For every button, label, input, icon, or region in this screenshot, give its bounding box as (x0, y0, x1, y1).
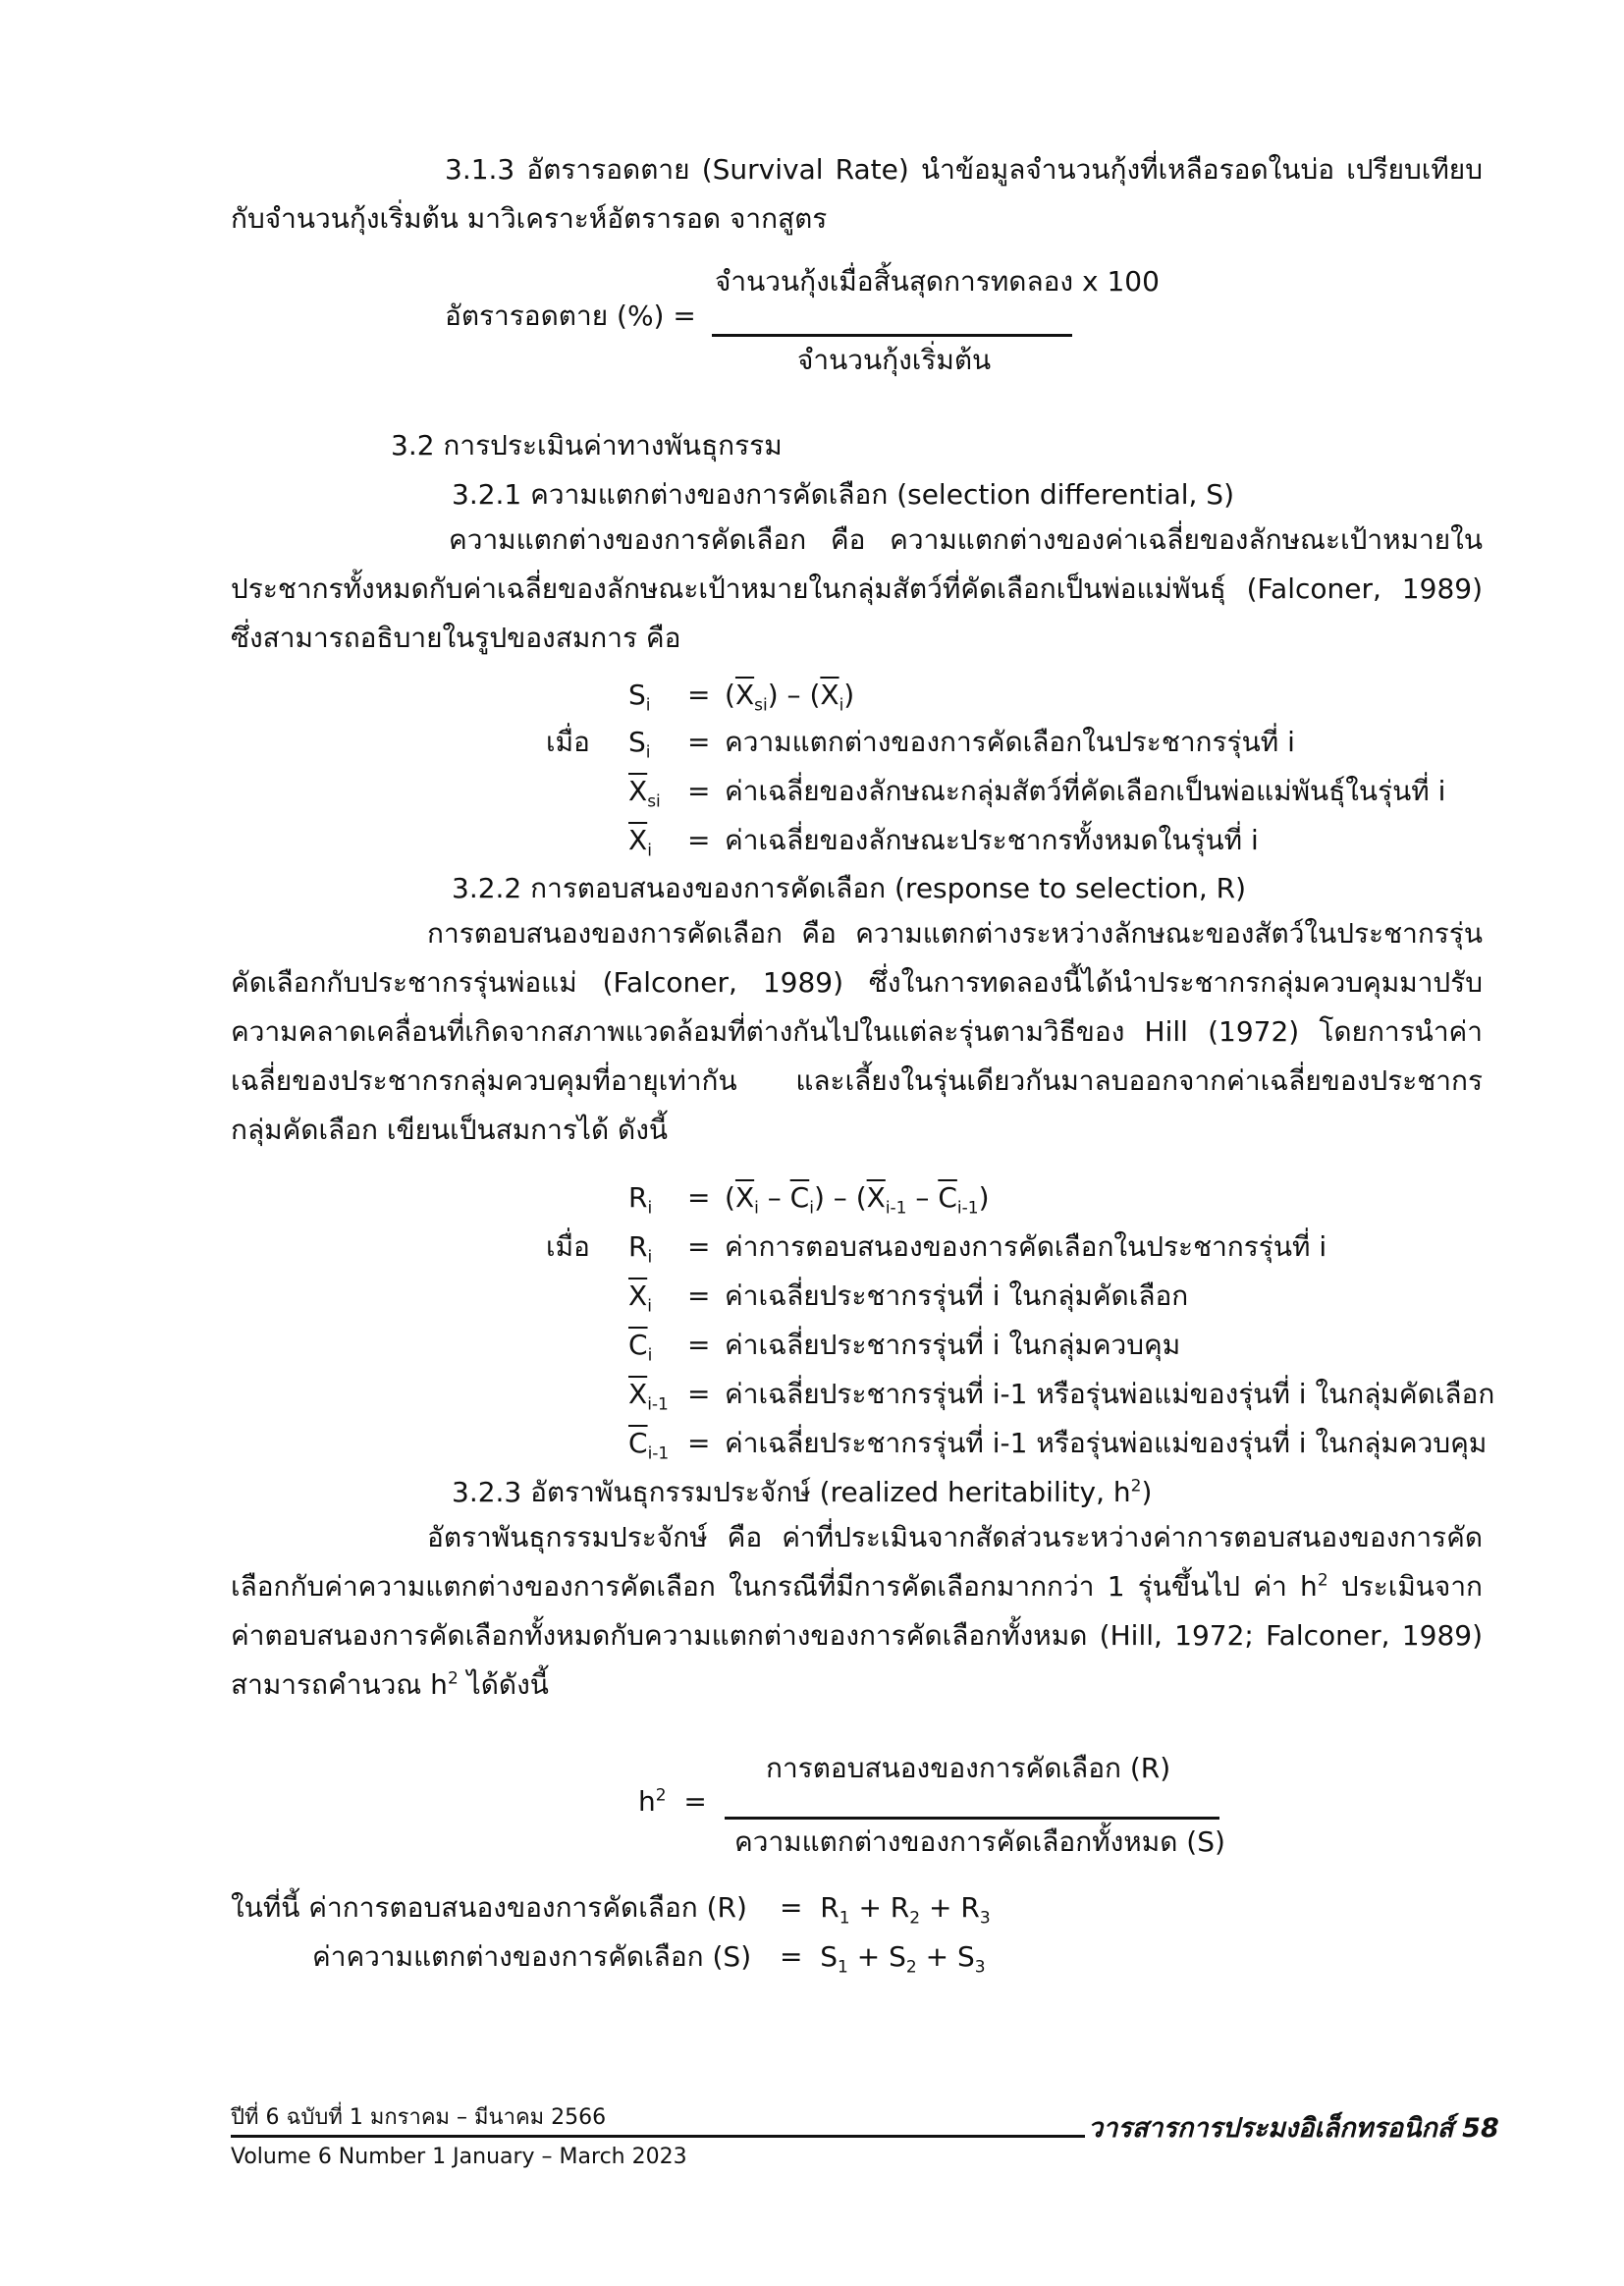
h2-formula-numerator: การตอบสนองของการคัดเลือก (R) (766, 1752, 1171, 1784)
def-xi1-equals: = (687, 1378, 711, 1410)
footer-thai-issue: ปีที่ 6 ฉบับที่ 1 มกราคม – มีนาคม 2566 (231, 2105, 607, 2130)
page-number: 58 (1462, 2113, 1499, 2144)
section-3-2-3-heading: 3.2.3 อัตราพันธุกรรมประจักษ์ (realized heritability, $h^2$) (452, 1476, 1153, 1508)
eq-ri-rhs: $(\overline{X}_i - \overline{C}_i) - (\overline{X}_{i-1} - \overline{C}_{i-1})$ (725, 1181, 990, 1219)
where-label-1: เมื่อ (546, 726, 590, 758)
section-3-2-2-heading: 3.2.2 การตอบสนองของการคัดเลือก (response to selection, R) (452, 872, 1247, 904)
selection-differential-paragraph: ความแตกต่างของการคัดเลือก คือ ความแตกต่างของค่าเฉลี่ยของลักษณะเป้าหมายในประชากรทั้งหมดกับค่าเฉลี่ยของลักษณะเป้าหมายในกลุ่มสัตว์ที่คัดเลือกเป็นพ่อแม่พันธุ์ (Falconer, 1989) ซึ่งสามารถอธิบายในรูปของสมการ คือ (231, 523, 1483, 654)
def-ri-equals: = (687, 1230, 711, 1263)
def-ci1-symbol: $\overline{C}_{i-1}$ (628, 1427, 670, 1464)
h2-formula-lhs: $h^2$ = (638, 1785, 707, 1818)
survival-fraction-bar (712, 334, 1072, 337)
survival-formula-lhs: อัตรารอดตาย (%) = (445, 299, 696, 332)
eq-si-rhs: $(\overline{X}_{si}) - (\overline{X}_i)$ (725, 679, 855, 716)
def-xi-sel-text: ค่าเฉลี่ยประชากรรุ่นที่ i ในกลุ่มคัดเลือก (725, 1279, 1189, 1312)
eq-ri-lhs: $R_i$ (628, 1181, 653, 1219)
def-xi1-text: ค่าเฉลี่ยประชากรรุ่นที่ i-1 หรือรุ่นพ่อแม่ของรุ่นที่ i ในกลุ่มคัดเลือก (725, 1378, 1495, 1410)
r-sum-equation: = $R_1 + R_2 + R_3$ (780, 1891, 991, 1929)
def-ri-text: ค่าการตอบสนองของการคัดเลือกในประชากรรุ่นที่ i (725, 1230, 1327, 1263)
def-ci-equals: = (687, 1329, 711, 1361)
def-si-symbol: $S_i$ (628, 726, 651, 763)
eq-si-lhs: $S_i$ (628, 679, 651, 716)
eq-si-equals: = (687, 679, 711, 711)
def-xsi-text: ค่าเฉลี่ยของลักษณะกลุ่มสัตว์ที่คัดเลือกเป็นพ่อแม่พันธุ์ในรุ่นที่ i (725, 775, 1446, 807)
def-xi-sel-equals: = (687, 1279, 711, 1312)
def-xsi-symbol: $\overline{X}_{si}$ (628, 775, 661, 812)
def-ci1-equals: = (687, 1427, 711, 1459)
def-xsi-equals: = (687, 775, 711, 807)
realized-heritability-paragraph: อัตราพันธุกรรมประจักษ์ คือ ค่าที่ประเมินจากสัดส่วนระหว่างค่าการตอบสนองของการคัดเลือกกับค่าความแตกต่างของการคัดเลือก ในกรณีที่มีการคัดเลือกมากกว่า 1 รุ่นขึ้นไป ค่า $h^2$ ประเมินจากค่าตอบสนองการคัดเลือกทั้งหมดกับความแตกต่างของการคัดเลือกทั้งหมด (Hill, 1972; Falconer, 1989) สามารถคำนวณ $h^2$ ได้ดังนี้ (231, 1521, 1483, 1701)
def-xi-symbol: $\overline{X}_i$ (628, 824, 652, 861)
survival-formula-denominator: จำนวนกุ้งเริ่มต้น (797, 344, 992, 376)
response-to-selection-paragraph: การตอบสนองของการคัดเลือก คือ ความแตกต่างระหว่างลักษณะของสัตว์ในประชากรรุ่นคัดเลือกกับประชากรรุ่นพ่อแม่ (Falconer, 1989) ซึ่งในการทดลองนี้ได้นำประชากรกลุ่มควบคุมมาปรับความคลาดเคลื่อนที่เกิดจากสภาพแวดล้อมที่ต่างกันไปในแต่ละรุ่นตามวิธีของ Hill (1972) โดยการนำค่าเฉลี่ยของประชากรกลุ่มควบคุมที่อายุเท่ากัน และเลี้ยงในรุ่นเดียวกันมาลบออกจากค่าเฉลี่ยของประชากรกลุ่มคัดเลือก เขียนเป็นสมการได้ ดังนี้ (231, 917, 1483, 1146)
section-3-2-1-heading: 3.2.1 ความแตกต่างของการคัดเลือก (selection differential, S) (452, 478, 1235, 511)
def-ci1-text: ค่าเฉลี่ยประชากรรุ่นที่ i-1 หรือรุ่นพ่อแม่ของรุ่นที่ i ในกลุ่มควบคุม (725, 1427, 1488, 1459)
where-r-label: ในที่นี้ ค่าการตอบสนองของการคัดเลือก (R) (231, 1891, 747, 1924)
def-xi-sel-symbol: $\overline{X}_i$ (628, 1279, 652, 1317)
footer-english-issue: Volume 6 Number 1 January – March 2023 (231, 2145, 687, 2169)
footer-journal (1088, 2111, 1499, 2146)
def-si-equals: = (687, 726, 711, 758)
def-ci-symbol: $\overline{C}_i$ (628, 1329, 653, 1366)
survival-rate-paragraph: 3.1.3 อัตรารอดตาย (Survival Rate) นำข้อมูลจำนวนกุ้งที่เหลือรอดในบ่อ เปรียบเทียบกับจำนวนกุ้งเริ่มต้น มาวิเคราะห์อัตรารอด จากสูตร (231, 153, 1483, 235)
def-xi-equals: = (687, 824, 711, 856)
eq-ri-equals: = (687, 1181, 711, 1214)
h2-formula-denominator: ความแตกต่างของการคัดเลือกทั้งหมด (S) (734, 1825, 1225, 1858)
journal-title: วารสารการประมงอิเล็กทรอนิกส์ (1088, 2113, 1454, 2144)
def-ci-text: ค่าเฉลี่ยประชากรรุ่นที่ i ในกลุ่มควบคุม (725, 1329, 1181, 1361)
def-xi-text: ค่าเฉลี่ยของลักษณะประชากรทั้งหมดในรุ่นที่ i (725, 824, 1259, 856)
where-label-2: เมื่อ (546, 1230, 590, 1263)
h2-fraction-bar (725, 1817, 1219, 1820)
s-sum-equation: = $S_1 + S_2 + S_3$ (780, 1940, 986, 1978)
def-ri-symbol: $R_i$ (628, 1230, 653, 1268)
section-3-2-heading: 3.2 การประเมินค่าทางพันธุกรรม (391, 429, 783, 462)
def-xi1-symbol: $\overline{X}_{i-1}$ (628, 1378, 669, 1415)
footer-rule (231, 2135, 1085, 2138)
survival-formula-numerator: จำนวนกุ้งเมื่อสิ้นสุดการทดลอง x 100 (715, 265, 1160, 298)
s-label: ค่าความแตกต่างของการคัดเลือก (S) (312, 1940, 752, 1973)
def-si-text: ความแตกต่างของการคัดเลือกในประชากรรุ่นที่ i (725, 726, 1295, 758)
